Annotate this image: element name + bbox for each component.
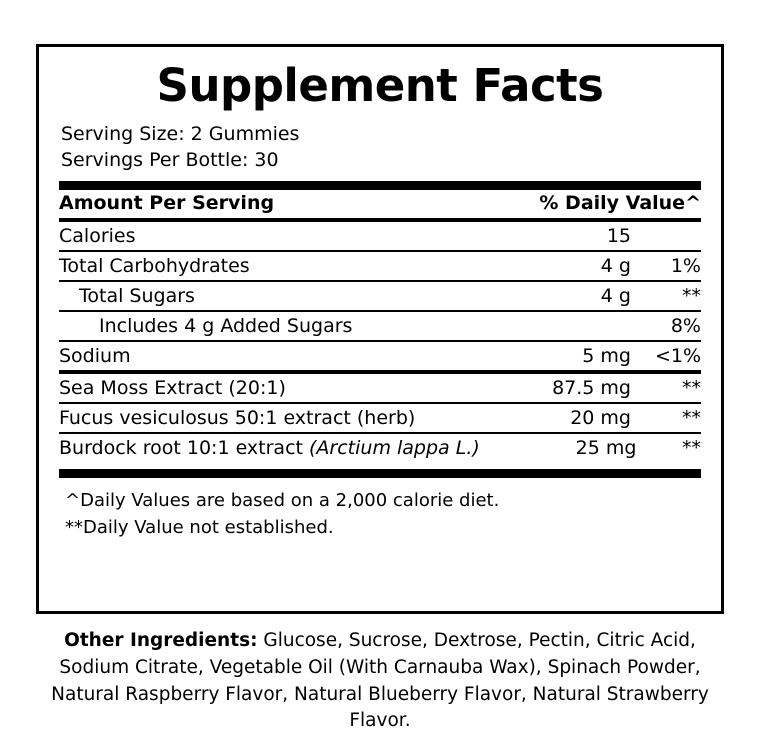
nutrient-dv: 8% xyxy=(670,315,701,338)
supplement-facts-panel xyxy=(36,44,724,614)
table-row xyxy=(59,404,701,432)
divider-thick-top xyxy=(59,181,701,190)
nutrient-amount: 4 g xyxy=(600,285,631,308)
table-header-row xyxy=(59,190,701,218)
ingredient-amount: 25 mg xyxy=(575,437,637,460)
ingredient-name: Fucus vesiculosus 50:1 extract (herb) xyxy=(59,407,416,430)
table-row xyxy=(59,374,701,402)
table-row xyxy=(59,434,701,462)
ingredient-latin-name: (Arctium lappa L.) xyxy=(309,437,480,460)
ingredient-amount: 20 mg xyxy=(570,407,631,430)
amount-per-serving-header: Amount Per Serving xyxy=(59,192,275,215)
nutrient-amount: 4 g xyxy=(600,255,631,278)
table-row xyxy=(59,252,701,280)
serving-size: Serving Size: 2 Gummies xyxy=(61,122,300,145)
other-ingredients-label: Other Ingredients: xyxy=(64,630,258,651)
other-ingredients xyxy=(36,628,724,735)
supplement-facts-inner xyxy=(59,55,701,541)
nutrient-amount: 5 mg xyxy=(582,345,631,368)
ingredient-dv: ** xyxy=(682,437,701,460)
page-title: Supplement Facts xyxy=(156,59,604,112)
table-row xyxy=(59,282,701,310)
nutrient-dv: 1% xyxy=(670,255,701,278)
table-row xyxy=(59,342,701,370)
nutrient-name: Includes 4 g Added Sugars xyxy=(99,315,353,338)
nutrient-amount: 15 xyxy=(606,225,631,248)
ingredient-dv: ** xyxy=(682,377,701,400)
servings-per-bottle: Servings Per Bottle: 30 xyxy=(61,149,279,172)
other-ingredients-text: Glucose, Sucrose, Dextrose, Pectin, Citric Acid, Sodium Citrate, Vegetable Oil (With Carnauba Wax), Spinach Powder, Natural Raspberry Flavor, Natural Blueberry Flavor, Natural Strawberry Flavor. xyxy=(51,630,709,732)
ingredient-dv: ** xyxy=(682,407,701,430)
nutrient-name: Total Carbohydrates xyxy=(59,255,250,278)
table-row xyxy=(59,312,701,340)
table-row xyxy=(59,222,701,250)
nutrient-dv: ** xyxy=(682,285,701,308)
footnote-dv-not-established: **Daily Value not established. xyxy=(65,517,334,539)
ingredient-amount: 87.5 mg xyxy=(552,377,631,400)
ingredient-name-text: Burdock root 10:1 extract xyxy=(59,437,310,460)
other-ingredients-section xyxy=(36,628,724,735)
ingredient-name xyxy=(59,439,480,458)
divider-thick-bottom xyxy=(59,469,701,478)
nutrient-dv: <1% xyxy=(654,345,701,368)
footnotes xyxy=(65,487,701,541)
nutrient-name: Sodium xyxy=(59,345,131,368)
footnote-daily-values: ^Daily Values are based on a 2,000 calorie diet. xyxy=(65,490,500,512)
nutrient-name: Calories xyxy=(59,225,136,248)
daily-value-header: % Daily Value^ xyxy=(539,192,701,215)
ingredient-name: Sea Moss Extract (20:1) xyxy=(59,377,286,400)
nutrient-name: Total Sugars xyxy=(79,285,195,308)
